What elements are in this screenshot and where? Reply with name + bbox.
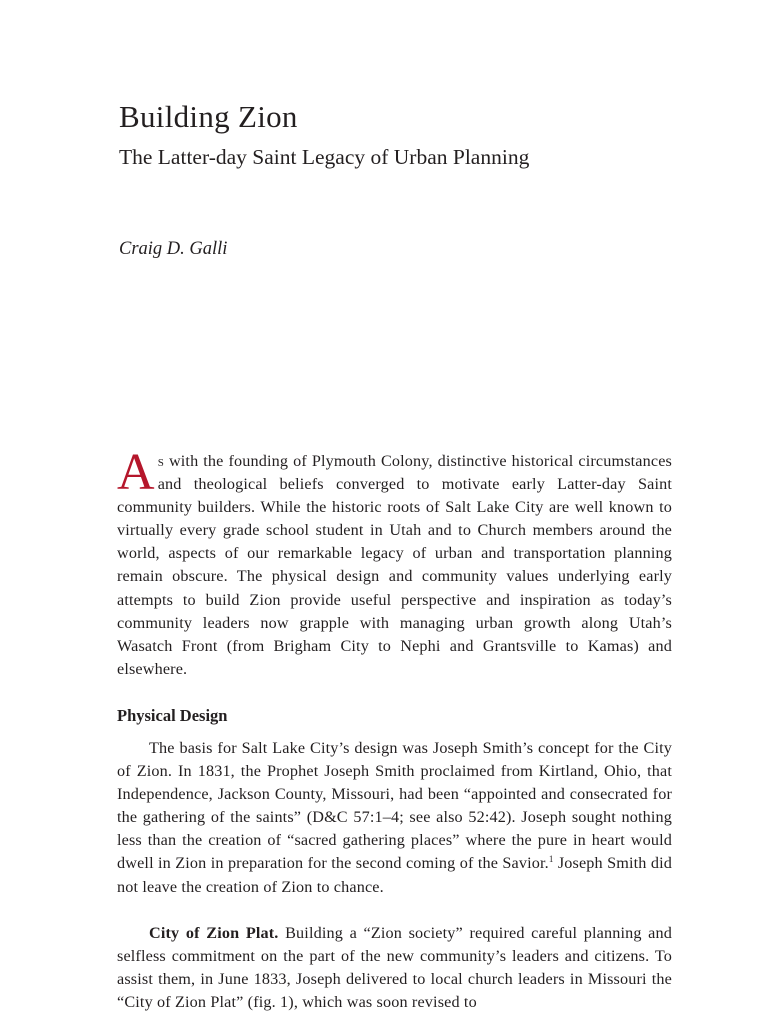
section-heading: Physical Design [117,706,228,725]
author-name: Craig D. Galli [119,239,228,259]
body-paragraph-1 [117,737,672,899]
intro-text: with the founding of Plymouth Colony, distinctive historical circumstances and theological beliefs converged to motivate early Latter-day Saint community builders. While the historic roots of Salt Lake City are well known to virtually every grade school student in Utah and to Church members around the world, aspects of our remarkable legacy of urban and transportation planning remain obscure. The physical design and community values underlying early attempts to build Zion provide useful perspective and inspiration as today’s community leaders now grapple with managing urban growth along Utah’s Wasatch Front (from Brigham City to Nephi and Grantsville to Kamas) and elsewhere. [117,452,672,678]
footnote-marker[interactable]: 1 [548,854,554,865]
drop-cap: A [117,444,155,501]
article-title: Building Zion [119,99,298,134]
article-subtitle: The Latter-day Saint Legacy of Urban Planning [119,145,530,169]
intro-paragraph [117,444,672,681]
body-paragraph-2 [117,922,672,1014]
intro-first-word-rest: s [157,452,164,470]
run-in-heading: City of Zion Plat. [149,924,279,942]
paragraph-1-tail: Joseph Smith did not leave the creation of Zion to chance. [117,854,673,896]
paragraph-2-text: Building a “Zion society” required careful planning and selfless commitment on the part of the new community’s leaders and citizens. To assist them, in June 1833, Joseph delivered to local church leaders in Missouri the “City of Zion Plat” (fig. 1), which was soon revised to [117,924,673,1012]
paragraph-1-text: The basis for Salt Lake City’s design was Joseph Smith’s concept for the City of Zion. In 1831, the Prophet Joseph Smith proclaimed from Kirtland, Ohio, that Independence, Jackson County, Missouri, had been “appointed and consecrated for the gathering of the saints” (D&C 57:1–4; see also 52:42). Joseph sought nothing less than the creation of “sacred gathering places” where the pure in heart would dwell in Zion in preparation for the second coming of the Savior. [117,739,672,873]
